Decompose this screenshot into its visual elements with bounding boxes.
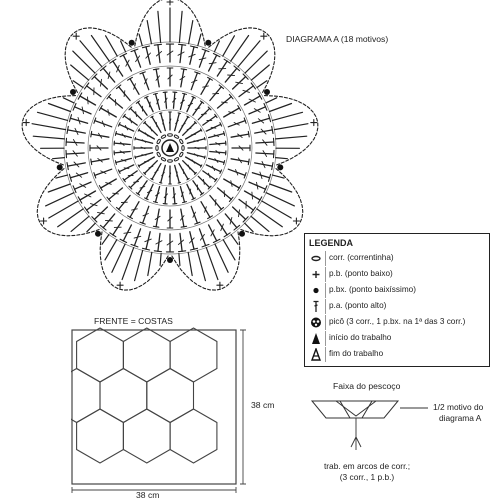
stitch-slash <box>239 210 240 217</box>
stitch-top-bar <box>224 132 225 136</box>
neckband-work-label-1: trab. em arcos de corr.; <box>323 461 411 471</box>
legend-row-slip-stitch <box>305 283 485 298</box>
picot-icon <box>70 89 76 95</box>
petal-stitch <box>46 193 74 206</box>
legend-row-picot <box>305 315 485 330</box>
stitch-slash <box>191 134 195 135</box>
chain-stitch <box>179 139 183 144</box>
stitch-slash <box>101 79 102 86</box>
stitch-top-bar <box>66 138 67 145</box>
hexagon-motif <box>123 328 170 382</box>
petal-stitch <box>139 34 142 46</box>
stitch-slash <box>215 200 216 206</box>
outer-scallop-arc <box>172 232 240 290</box>
stitch-top-bar <box>115 161 116 165</box>
petal-stitch <box>112 244 125 272</box>
petal-stitch <box>188 252 192 275</box>
legend-text-single-crochet: p.b. (ponto baixo) <box>329 269 393 278</box>
stitch-top-bar <box>160 113 162 114</box>
stitch-slash <box>105 220 112 221</box>
stitch-top-bar <box>178 182 180 183</box>
stitch-slash <box>252 192 253 199</box>
hexagon-motif <box>170 409 217 463</box>
petal-stitch <box>238 41 260 67</box>
legend-text-slip-stitch: p.bx. (ponto baixíssimo) <box>329 285 416 294</box>
tall-stitch-icon <box>309 300 323 313</box>
stitch-top-bar <box>204 138 205 140</box>
stitch-top-bar <box>183 202 187 203</box>
chain-stitch <box>168 134 173 136</box>
start-triangle-icon <box>166 143 174 152</box>
plus-icon <box>73 33 79 39</box>
petal-stitch <box>274 124 308 130</box>
legend-text-double-crochet: p.a. (ponto alto) <box>329 301 387 310</box>
stitch-slash <box>228 75 235 76</box>
stitch-slash <box>124 91 125 97</box>
petal-stitch <box>106 36 118 56</box>
petal-stitch <box>33 136 64 139</box>
plus-icon <box>261 33 267 39</box>
start-triangle-icon <box>309 332 323 345</box>
stitch-top-bar <box>91 159 92 165</box>
panel-mask-left <box>0 318 71 498</box>
stitch-slash <box>222 102 228 103</box>
stitch-top-bar <box>192 96 196 98</box>
diagram-a-motif <box>22 0 318 290</box>
outer-scallop-arc <box>209 28 275 93</box>
petal-stitch <box>122 248 134 280</box>
hexagon-motif <box>77 409 124 463</box>
hexagon-motif <box>77 328 124 382</box>
stitch-slash <box>177 172 178 176</box>
petal-stitch <box>273 175 285 178</box>
legend-text-picot: picô (3 corr., 1 p.bx. na 1ª das 3 corr.) <box>329 317 466 326</box>
legend-divider <box>325 251 326 266</box>
stitch-top-bar <box>67 163 68 170</box>
chain-stitch <box>168 160 173 162</box>
petal-stitch <box>198 34 201 46</box>
stitch-top-bar <box>248 159 249 165</box>
petal-stitch <box>266 193 294 206</box>
hexagon-motif <box>147 369 194 423</box>
chain-stitch <box>182 146 184 151</box>
stitch-top-bar <box>118 123 120 127</box>
stitch-top-bar <box>145 96 149 98</box>
stitch-top-bar <box>67 126 68 133</box>
stitch-top-bar <box>66 150 67 157</box>
plus-icon <box>309 268 323 281</box>
petal-stitch <box>189 21 193 44</box>
stitch-top-bar <box>274 150 275 157</box>
petal-stitch <box>276 136 307 139</box>
petal-stitch <box>49 104 71 112</box>
stitch-top-bar <box>224 161 225 165</box>
legend-text-end: fim do trabalho <box>329 349 384 358</box>
petal-stitch <box>251 65 269 80</box>
stitch-top-bar <box>204 156 205 158</box>
stitch-slash <box>136 112 137 117</box>
petal-stitch <box>270 104 292 112</box>
petal-stitch <box>102 235 109 245</box>
stitch-slash <box>163 120 164 124</box>
stitch-top-bar <box>181 69 187 70</box>
petal-stitch <box>215 244 228 272</box>
plus-icon <box>293 218 299 224</box>
petal-stitch <box>135 250 143 280</box>
stitch-top-bar <box>115 132 116 136</box>
petal-stitch <box>197 250 205 280</box>
neckband-motif-label-1: 1/2 motivo do <box>433 402 484 412</box>
petal-stitch <box>48 184 70 192</box>
stitch-top-bar <box>272 163 273 170</box>
stitch-top-bar <box>179 251 186 252</box>
neckband-work-label-2: (3 corr., 1 p.b.) <box>339 472 395 482</box>
outer-scallop-arc <box>37 169 99 236</box>
petal-stitch <box>272 112 302 120</box>
stitch-slash <box>231 181 232 187</box>
plus-icon <box>41 218 47 224</box>
neckband-diagram <box>312 401 428 450</box>
hexagon-motif <box>100 369 147 423</box>
picot-icon <box>167 257 173 263</box>
petal-stitch <box>53 158 65 159</box>
stitch-top-bar <box>192 198 196 200</box>
legend-divider <box>325 267 326 282</box>
stitch-slash <box>145 161 149 162</box>
stitch-top-bar <box>274 138 275 145</box>
petal-stitch <box>266 98 277 103</box>
neckband-motif-label-2: diagrama A <box>439 413 482 423</box>
plus-icon <box>23 120 29 126</box>
neckband-pointer-down <box>351 418 361 450</box>
chain-stitch <box>156 146 158 151</box>
stitch-top-bar <box>220 170 222 174</box>
picot-icon <box>95 231 101 237</box>
chain-stitch <box>156 152 160 157</box>
stitch-slash <box>132 209 138 210</box>
legend-box <box>304 233 490 367</box>
legend-row-start <box>305 331 485 346</box>
chain-stitch <box>156 139 160 144</box>
legend-divider <box>325 315 326 330</box>
panel-height-label: 38 cm <box>251 400 275 410</box>
outer-scallop-arc <box>241 169 303 236</box>
petal-stitch <box>245 223 253 232</box>
petal-stitch <box>276 158 288 159</box>
stitch-slash <box>124 232 131 233</box>
panel-width-label: 38 cm <box>136 490 160 500</box>
outer-scallop-arc <box>100 232 168 290</box>
stitch-top-bar <box>153 69 159 70</box>
stitch-top-bar <box>154 251 161 252</box>
stitch-top-bar <box>153 226 159 227</box>
stitch-top-bar <box>154 93 158 94</box>
diagram-a-title: DIAGRAMA A (18 motivos) <box>286 34 389 44</box>
petal-stitch <box>160 254 161 266</box>
petal-stitch <box>87 223 95 232</box>
petal-stitch <box>105 240 117 260</box>
petal-stitch <box>148 252 152 275</box>
stitch-top-bar <box>154 44 161 45</box>
legend-row-single-crochet <box>305 267 485 282</box>
petal-stitch <box>158 11 161 42</box>
legend-divider <box>325 347 326 362</box>
stitch-slash <box>88 97 89 104</box>
stitch-slash <box>156 123 157 127</box>
picot-icon <box>239 231 245 237</box>
stitch-top-bar <box>85 83 89 89</box>
legend-divider <box>325 331 326 346</box>
stitch-slash <box>108 110 109 116</box>
petal-stitch <box>251 216 269 231</box>
plus-icon <box>217 282 223 288</box>
stitch-slash <box>209 63 216 64</box>
end-triangle-icon <box>309 348 323 361</box>
plus-icon <box>117 282 123 288</box>
legend-title: LEGENDA <box>309 238 354 248</box>
picot-icon <box>309 316 323 329</box>
petal-stitch <box>80 41 102 67</box>
petal-stitch <box>71 65 89 80</box>
chain-stitch <box>174 134 179 138</box>
stitch-top-bar <box>179 44 186 45</box>
petal-stitch <box>270 184 292 192</box>
plus-icon <box>167 0 173 5</box>
chain-stitch <box>161 134 166 138</box>
stitch-top-bar <box>178 113 180 114</box>
picot-icon <box>129 40 135 46</box>
picot-icon <box>205 40 211 46</box>
stitch-top-bar <box>248 131 249 137</box>
hexagon-motif <box>170 328 217 382</box>
stitch-top-bar <box>118 170 120 174</box>
petal-stitch <box>63 98 74 103</box>
stitch-slash <box>113 193 119 194</box>
stitch-slash <box>194 141 198 142</box>
neckband-title: Faixa do pescoço <box>333 381 401 391</box>
front-back-panel-diagram <box>0 318 250 498</box>
hexagon-motif <box>123 409 170 463</box>
plus-icon <box>311 120 317 126</box>
stitch-top-bar <box>220 123 222 127</box>
petal-stitch <box>179 254 180 266</box>
stitch-top-bar <box>183 93 187 94</box>
legend-row-double-crochet <box>305 299 485 314</box>
picot-icon <box>277 164 283 170</box>
stitch-slash <box>202 114 207 115</box>
petal-stitch <box>223 36 235 56</box>
stitch-slash <box>134 182 139 183</box>
legend-divider <box>325 283 326 298</box>
stitch-top-bar <box>181 226 187 227</box>
stitch-slash <box>183 169 184 173</box>
petal-stitch <box>71 216 89 231</box>
stitch-top-bar <box>85 207 89 213</box>
stitch-top-bar <box>91 131 92 137</box>
stitch-top-bar <box>251 207 255 213</box>
stitch-top-bar <box>135 156 136 158</box>
petal-stitch <box>206 248 218 280</box>
petal-stitch <box>147 21 151 44</box>
stitch-top-bar <box>160 182 162 183</box>
dot-icon <box>309 284 323 297</box>
stitch-top-bar <box>272 126 273 133</box>
petal-stitch <box>179 11 182 42</box>
petal-stitch <box>32 124 66 130</box>
petal-stitch <box>56 175 68 178</box>
chain-oval-icon <box>309 252 323 265</box>
picot-icon <box>264 89 270 95</box>
chain-stitch <box>174 157 179 161</box>
stitch-slash <box>142 155 146 156</box>
legend-row-chain <box>305 251 485 266</box>
chain-stitch <box>161 157 166 161</box>
petal-stitch <box>231 235 238 245</box>
stitch-top-bar <box>135 138 136 140</box>
stitch-top-bar <box>154 202 158 203</box>
legend-divider <box>325 299 326 314</box>
stitch-top-bar <box>145 198 149 200</box>
legend-row-end <box>305 347 485 362</box>
petal-stitch <box>38 112 68 120</box>
legend-text-chain: corr. (correntinha) <box>329 253 394 262</box>
neckband-half-motif <box>336 401 376 416</box>
stitch-slash <box>204 180 205 185</box>
chain-stitch <box>179 152 183 157</box>
outer-scallop-arc <box>65 28 131 93</box>
front-back-title: FRENTE = COSTAS <box>94 316 173 326</box>
petal-stitch <box>223 240 235 260</box>
stitch-top-bar <box>251 83 255 89</box>
legend-text-start: início do trabalho <box>329 333 392 342</box>
stitch-slash <box>203 86 209 87</box>
picot-icon <box>57 164 63 170</box>
